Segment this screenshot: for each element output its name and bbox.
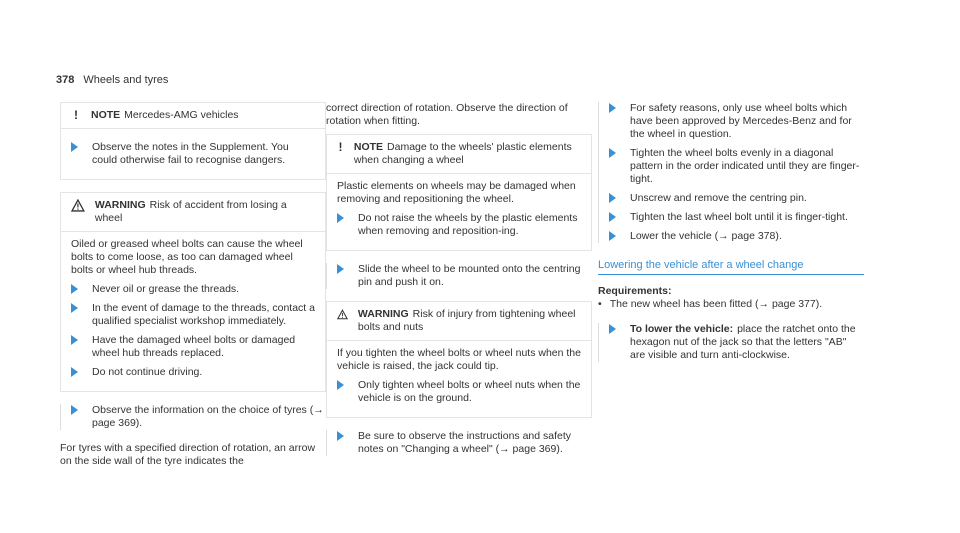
exclamation-icon: ! <box>74 108 78 122</box>
warning-text: If you tighten the wheel bolts or wheel nuts when the vehicle is raised, the jack could tip. <box>337 347 581 372</box>
column-3 <box>598 102 864 374</box>
note-text: Plastic elements on wheels may be damaged when removing and repositioning the wheel. <box>337 180 576 205</box>
list-item: Unscrew and remove the centring pin. <box>599 192 864 205</box>
step-arrow-icon <box>71 335 78 345</box>
body-paragraph: correct direction of rotation. Observe the direction of rotation when fitting. <box>326 102 568 127</box>
page-header <box>56 74 168 86</box>
warning-box-accident <box>60 192 326 392</box>
list-item: Only tighten wheel bolts or wheel nuts when the vehicle is on the ground. <box>337 379 581 405</box>
list-item: In the event of damage to the threads, contact a qualified specialist workshop immediately. <box>71 302 315 328</box>
step-arrow-icon <box>71 405 78 415</box>
list-item: Never oil or grease the threads. <box>71 283 315 296</box>
step-arrow-icon <box>609 324 616 334</box>
warning-triangle-icon <box>71 199 85 212</box>
step-arrow-icon <box>71 284 78 294</box>
warning-box-injury <box>326 301 592 418</box>
chapter-title: Wheels and tyres <box>83 74 169 86</box>
step-arrow-icon <box>609 212 616 222</box>
step-arrow-icon <box>337 431 344 441</box>
section-title-link[interactable]: Lowering the vehicle after a wheel change <box>598 259 864 275</box>
warning-label: WARNING <box>357 308 409 320</box>
note-label: NOTE <box>91 109 121 121</box>
list-item: Observe the notes in the Supplement. You could otherwise fail to recognise dangers. <box>71 141 315 167</box>
list-item: Do not continue driving. <box>71 366 315 379</box>
note-box-amg <box>60 102 326 180</box>
warning-text: Oiled or greased wheel bolts can cause the wheel bolts to come loose, as too can damaged wheel bolts or wheel hub threads. <box>71 238 303 276</box>
list-item: Be sure to observe the instructions and safety notes on "Changing a wheel" (→ page 369). <box>327 430 592 456</box>
step-arrow-icon <box>609 231 616 241</box>
step-arrow-icon <box>337 264 344 274</box>
note-title: Mercedes-AMG vehicles <box>124 109 239 121</box>
list-item: Observe the information on the choice of tyres (→ page 369). <box>61 404 326 430</box>
list-item: Slide the wheel to be mounted onto the centring pin and push it on. <box>327 263 592 289</box>
step-arrow-icon <box>71 303 78 313</box>
column-2 <box>326 102 592 468</box>
note-box-plastic <box>326 134 592 251</box>
step-arrow-icon <box>71 142 78 152</box>
step-arrow-icon <box>337 213 344 223</box>
instruction-label: To lower the vehicle: <box>630 323 734 335</box>
list-item: For safety reasons, only use wheel bolts which have been approved by Mercedes-Benz and for the wheel in question. <box>599 102 864 141</box>
exclamation-icon: ! <box>338 140 343 154</box>
step-arrow-icon <box>71 367 78 377</box>
body-paragraph: For tyres with a specified direction of rotation, an arrow on the side wall of the tyre indicates the <box>60 442 316 467</box>
list-item: • The new wheel has been fitted (→ page 377). <box>598 298 823 310</box>
step-arrow-icon <box>609 193 616 203</box>
step-arrow-icon <box>337 380 344 390</box>
note-title: Damage to the wheels' plastic elements when changing a wheel <box>353 141 572 166</box>
column-1 <box>60 102 326 474</box>
list-item: Have the damaged wheel bolts or damaged wheel hub threads replaced. <box>71 334 315 360</box>
list-item: To lower the vehicle: place the ratchet onto the hexagon nut of the jack so that the letters "AB" are visible and turn anti-clockwise. <box>599 323 864 362</box>
step-arrow-icon <box>609 103 616 113</box>
warning-label: WARNING <box>94 199 146 211</box>
list-item: Do not raise the wheels by the plastic elements when removing and reposition-ing. <box>337 212 581 238</box>
warning-title: Risk of accident from losing a wheel <box>94 199 287 224</box>
note-label: NOTE <box>353 141 384 153</box>
requirements-label: Requirements: <box>598 285 672 297</box>
list-item: Lower the vehicle (→ page 378). <box>599 230 864 243</box>
list-item: Tighten the wheel bolts evenly in a diagonal pattern in the order indicated until they are finger-tight. <box>599 147 864 186</box>
list-item: Tighten the last wheel bolt until it is finger-tight. <box>599 211 864 224</box>
bullet-icon: • <box>598 298 602 310</box>
step-arrow-icon <box>609 148 616 158</box>
warning-title: Risk of injury from tightening wheel bolts and nuts <box>357 308 576 333</box>
warning-triangle-icon <box>337 308 348 321</box>
page-number: 378 <box>56 74 75 86</box>
